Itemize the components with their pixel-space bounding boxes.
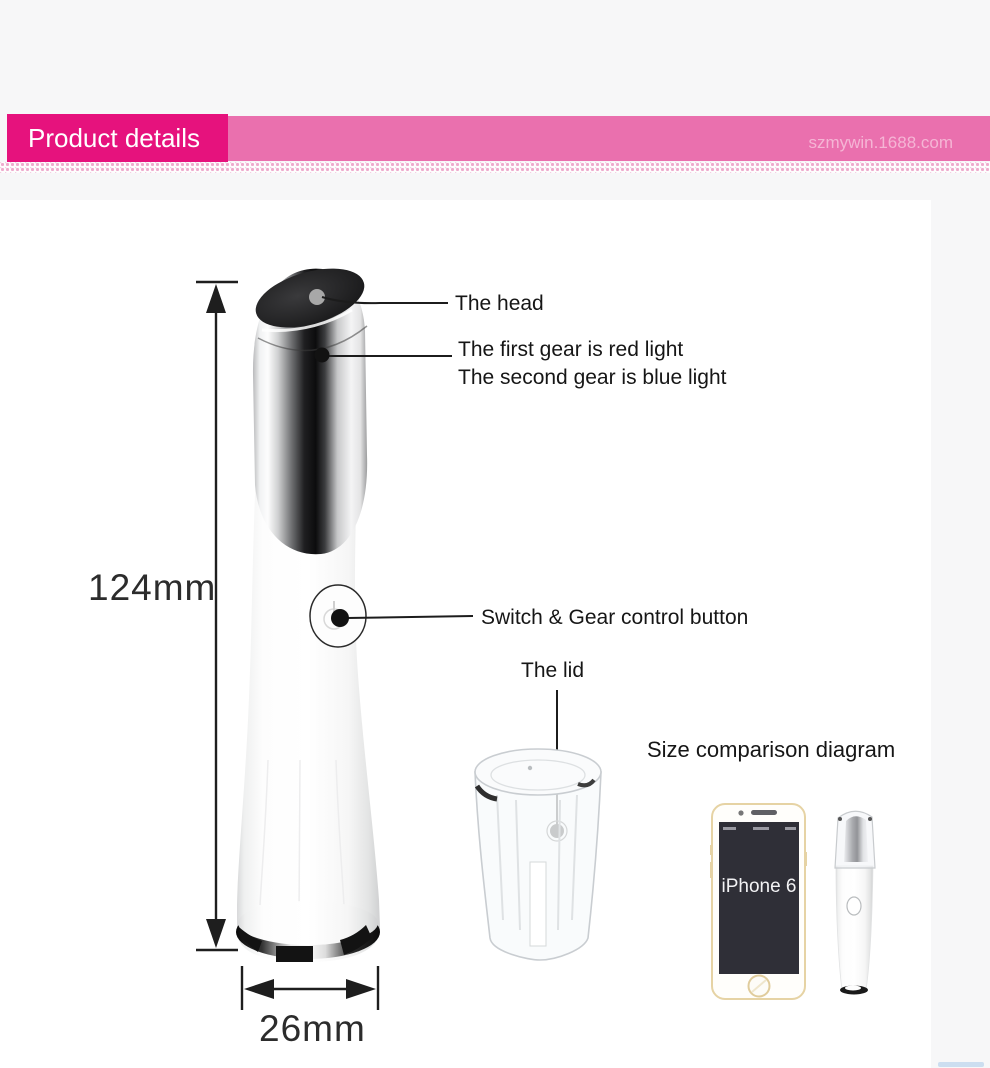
watermark-text: szmywin.1688.com [808,133,953,152]
iphone-statusbar [723,827,796,830]
wand-photo [236,258,380,962]
mini-wand-button [847,897,861,915]
height-arrow-up [206,284,226,313]
gear-light-line2: The second gear is blue light [458,366,727,389]
height-dimension-arrow [196,282,238,950]
lid-slot [530,862,546,946]
lid-top [475,749,601,795]
head-label: The head [455,292,544,315]
mini-lid-mark-left [838,817,842,821]
base-dark-front [276,946,313,962]
lid-label: The lid [521,659,585,682]
lid-top-detail-dot [528,766,532,770]
size-comparison-title: Size comparison diagram [647,737,896,762]
iphone-screen [719,822,799,974]
statusbar-battery [785,827,796,830]
iphone-camera-dot [738,810,743,815]
height-arrow-down [206,919,226,948]
gear-light-label [458,336,727,392]
mini-wand-body [836,866,873,990]
iphone-speaker [751,810,777,815]
iphone-photo [710,804,807,999]
gear-anchor-dot [315,348,330,363]
switch-label: Switch & Gear control button [481,606,749,629]
width-arrow-right [346,979,376,999]
lid-photo [475,749,601,960]
mini-wand-base-glint [845,986,861,991]
gear-light-line1: The first gear is red light [458,338,684,361]
height-dimension-label: 124mm [88,567,217,608]
iphone-mute-switch [710,845,713,855]
iphone-screen-label: iPhone 6 [721,876,797,897]
switch-anchor-dot [331,609,349,627]
width-arrow-left [244,979,274,999]
page-title: Product details [7,114,228,162]
watermark-fragment [938,1062,984,1067]
width-dimension-arrow [242,966,378,1010]
iphone-power-button [805,852,808,866]
mini-wand-photo [835,811,875,994]
width-dimension-label: 26mm [259,1008,366,1049]
statusbar-time [753,827,769,830]
statusbar-carrier [723,827,736,830]
mini-lid-mark-right [868,817,872,821]
